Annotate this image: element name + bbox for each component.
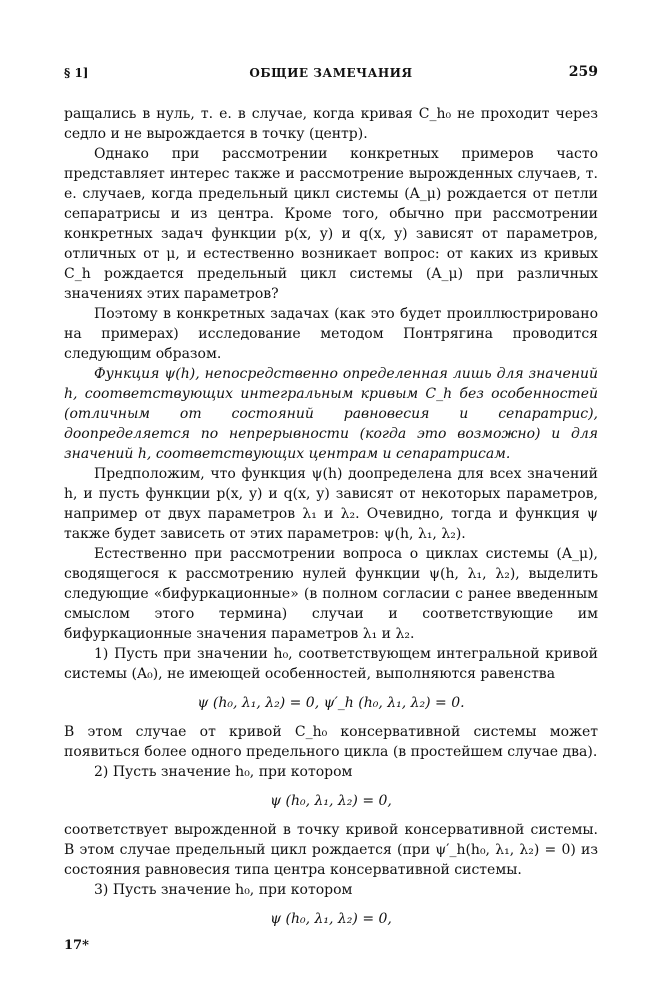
running-title: ОБЩИЕ ЗАМЕЧАНИЯ (249, 66, 413, 80)
paragraph: соответствует вырожденной в точку кривой консервативной системы. В этом случае предельный цикл рождается (при ψ′_h(h₀, λ₁, λ₂) = 0) из состояния равновесия типа центра консервативной системы. (64, 822, 598, 878)
display-formula: ψ (h₀, λ₁, λ₂) = 0, (270, 793, 392, 809)
paragraph: 1) Пусть при значении h₀, соответствующем интегральной кривой системы (A₀), не имеющей особенностей, выполняются равенства (64, 646, 598, 682)
display-formula: ψ (h₀, λ₁, λ₂) = 0, ψ′_h (h₀, λ₁, λ₂) = 0. (197, 695, 465, 711)
page-body (64, 104, 598, 938)
paragraph: Предположим, что функция ψ(h) доопределена для всех значений h, и пусть функции p(x, y) и q(x, y) зависят от некоторых параметров, например от двух параметров λ₁ и λ₂. Очевидно, тогда и функция ψ также будет зависеть от этих параметров: ψ(h, λ₁, λ₂). (64, 466, 598, 542)
paragraph: 3) Пусть значение h₀, при котором (94, 882, 353, 898)
paragraph: 2) Пусть значение h₀, при котором (94, 764, 353, 780)
signature-mark: 17* (64, 938, 89, 953)
display-formula: ψ (h₀, λ₁, λ₂) = 0, (270, 911, 392, 927)
section-marker: § 1] (64, 66, 89, 80)
page-number: 259 (568, 64, 598, 80)
running-header (64, 66, 598, 86)
paragraph: Поэтому в конкретных задачах (как это будет проиллюстрировано на примерах) исследование методом Понтрягина проводится следующим образом. (64, 306, 598, 362)
paragraph: Естественно при рассмотрении вопроса о циклах системы (A_μ), сводящегося к рассмотрению нулей функции ψ(h, λ₁, λ₂), выделить следующие «бифуркационные» (в полном согласии с ранее введенным смыслом этого термина) случаи и соответствующие им бифуркационные значения параметров λ₁ и λ₂. (64, 546, 598, 642)
paragraph: Однако при рассмотрении конкретных примеров часто представляет интерес также и рассмотрение вырожденных случаев, т. е. случаев, когда предельный цикл системы (A_μ) рождается от петли сепаратрисы и из центра. Кроме того, обычно при рассмотрении конкретных задач функции p(x, y) и q(x, y) зависят от параметров, отличных от μ, и естественно возникает вопрос: от каких из кривых C_h рождается предельный цикл системы (A_μ) при различных значениях этих параметров? (64, 146, 598, 302)
paragraph: В этом случае от кривой C_h₀ консервативной системы может появиться более одного предельного цикла (в простейшем случае два). (64, 724, 598, 760)
paragraph: ращались в нуль, т. е. в случае, когда кривая C_h₀ не проходит через седло и не вырождается в точку (центр). (64, 106, 598, 142)
italic-paragraph: Функция ψ(h), непосредственно определенная лишь для значений h, соответствующих интегральным кривым C_h без особенностей (отличным от состояний равновесия и сепаратрис), доопределяется по непрерывности (когда это возможно) и для значений h, соответствующих центрам и сепаратрисам. (64, 366, 598, 462)
